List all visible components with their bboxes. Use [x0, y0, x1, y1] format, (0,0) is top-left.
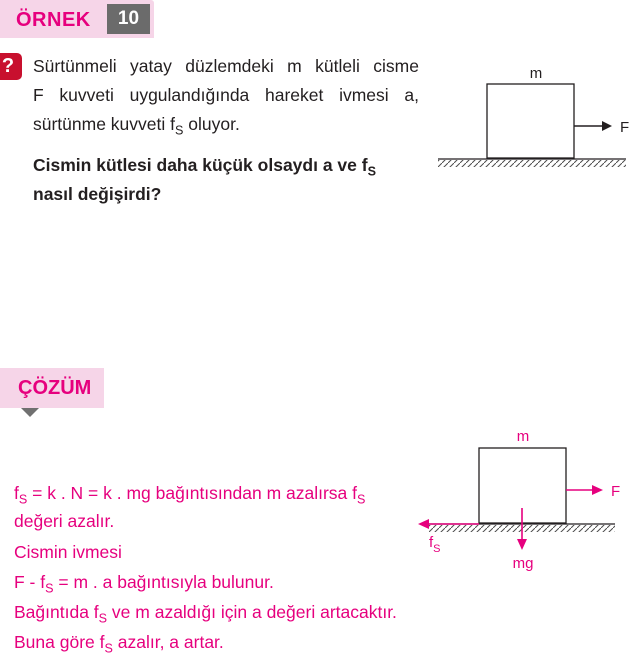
solution-line-2: değeri azalır. [14, 511, 115, 531]
solution-line-3: Cismin ivmesi [14, 542, 122, 562]
figure-question-block [430, 55, 643, 180]
question-icon: ? [0, 53, 22, 80]
solution-header [0, 368, 104, 408]
mass-label: m [529, 65, 543, 82]
force-label: F [611, 483, 621, 500]
solution-line-6: Buna göre $f_S$ azalır, a artar. [14, 632, 224, 656]
mass-label: m [516, 428, 530, 445]
friction-arrowhead [418, 519, 429, 529]
question-bold-line-1: Cismin kütlesi daha küçük olsaydı a ve $f_S$ [33, 155, 376, 179]
question-bold-line-2: nasıl değişirdi? [33, 184, 162, 204]
force-label: F [620, 119, 630, 136]
solution-pointer-icon [21, 408, 39, 417]
figure-solution-block [415, 420, 643, 580]
solution-label: ÇÖZÜM [18, 377, 92, 399]
friction-label: $f_S$ [429, 534, 441, 555]
block [487, 84, 574, 158]
ground-hatch [438, 160, 626, 167]
question-line-3: sürtünme kuvveti $f_S$ oluyor. [33, 114, 240, 138]
weight-label: mg [512, 555, 534, 572]
example-number-badge: 10 [107, 4, 150, 34]
force-arrowhead [602, 121, 612, 131]
example-header [0, 0, 154, 38]
question-line-2: F kuvveti uygulandığında hareket ivmesi a, [33, 85, 419, 105]
force-arrowhead [592, 485, 603, 495]
weight-arrowhead [517, 539, 527, 550]
solution-line-5: Bağıntıda $f_S$ ve m azaldığı için a değeri artacaktır. [14, 602, 397, 626]
solution-line-1: $f_S = k$ . N = k . mg bağıntısından m azalırsa $f_S$ [14, 483, 366, 507]
solution-line-4: $F - f_S = m$ . a bağıntısıyla bulunur. [14, 572, 274, 596]
example-label: ÖRNEK [16, 9, 91, 31]
question-line-1: Sürtünmeli yatay düzlemdeki m kütleli cisme [33, 56, 419, 76]
